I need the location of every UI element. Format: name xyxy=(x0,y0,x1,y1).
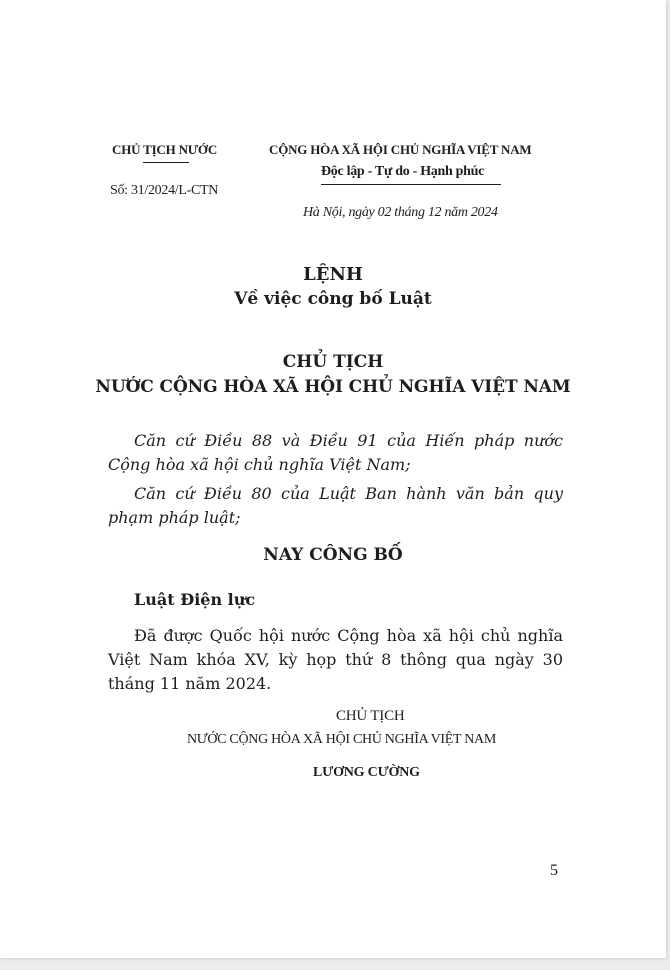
passed-statement: Đã được Quốc hội nước Cộng hòa xã hội chủ nghĩa Việt Nam khóa XV, kỳ họp thứ 8 thông qua ngày 30 tháng 11 năm 2024. xyxy=(108,626,563,693)
legal-basis-2: Căn cứ Điều 80 của Luật Ban hành văn bản quy phạm pháp luật; xyxy=(108,484,563,527)
issuer-heading-line1: CHỦ TỊCH xyxy=(282,352,384,372)
document-number: Số: 31/2024/L-CTN xyxy=(110,183,219,198)
signature-title: CHỦ TỊCH xyxy=(336,708,405,724)
signer-name: LƯƠNG CƯỜNG xyxy=(313,765,420,780)
document-type: LỆNH xyxy=(303,264,363,285)
page-number: 5 xyxy=(550,862,558,879)
promulgation-heading: NAY CÔNG BỐ xyxy=(263,545,403,565)
issuer-heading-line2: NƯỚC CỘNG HÒA XÃ HỘI CHỦ NGHĨA VIỆT NAM xyxy=(95,377,571,397)
place-date: Hà Nội, ngày 02 tháng 12 năm 2024 xyxy=(303,205,498,220)
issuer-title: CHỦ TỊCH NƯỚC xyxy=(112,142,218,157)
legal-basis-1: Căn cứ Điều 88 và Điều 91 của Hiến pháp nước Cộng hòa xã hội chủ nghĩa Việt Nam; xyxy=(108,431,563,474)
document-subject: Về việc công bố Luật xyxy=(234,289,432,309)
signature-organization: NƯỚC CỘNG HÒA XÃ HỘI CHỦ NGHĨA VIỆT NAM xyxy=(187,732,496,747)
country-title: CỘNG HÒA XÃ HỘI CHỦ NGHĨA VIỆT NAM xyxy=(269,142,532,157)
issuer-title-underline xyxy=(143,162,189,163)
law-name: Luật Điện lực xyxy=(134,590,256,609)
national-motto: Độc lập - Tự do - Hạnh phúc xyxy=(321,164,485,179)
motto-underline xyxy=(321,184,501,185)
